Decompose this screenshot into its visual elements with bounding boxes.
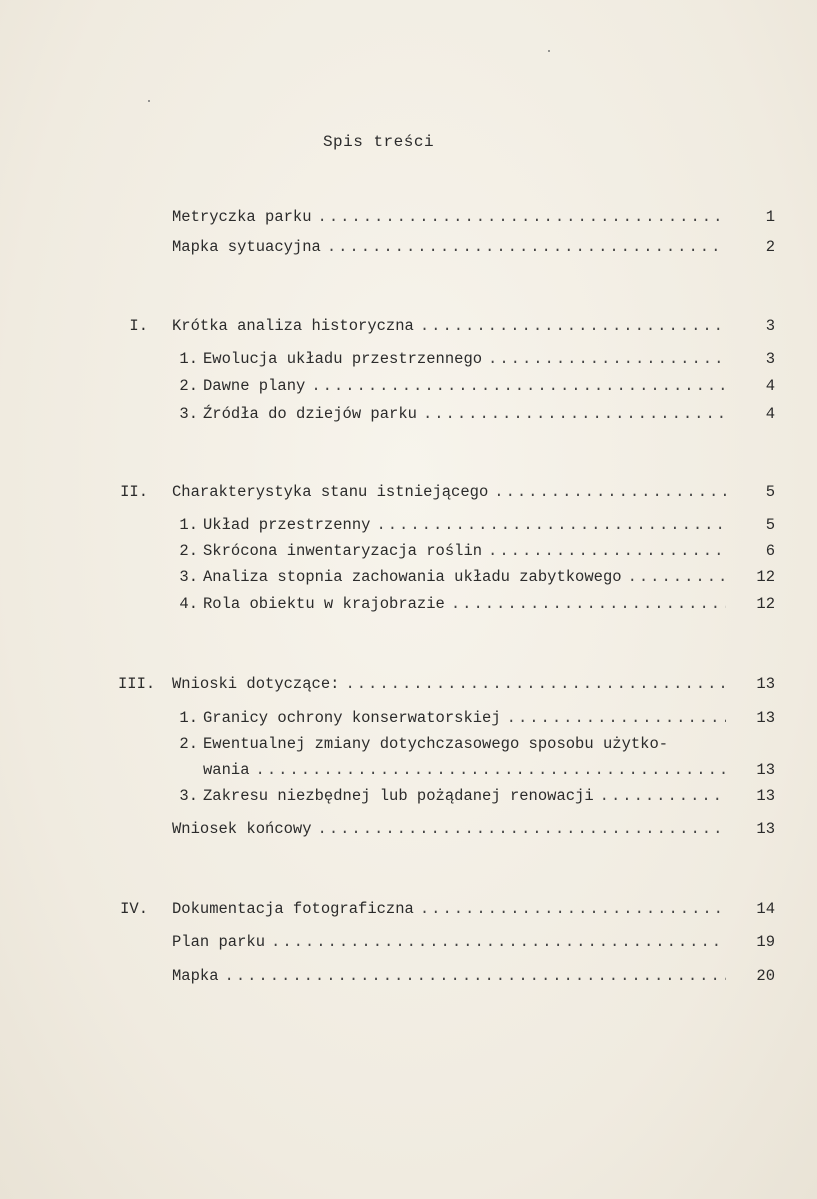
leader-dots (345, 673, 726, 695)
toc-item-label: Granicy ochrony konserwatorskiej (203, 709, 501, 727)
leader-dots (494, 481, 726, 503)
paper-speck (148, 100, 150, 102)
leader-dots (311, 375, 726, 397)
leader-dots (423, 403, 726, 425)
leader-dots (327, 236, 726, 258)
item-number: 3. (179, 405, 198, 423)
item-number: 2. (179, 377, 198, 395)
toc-item (203, 403, 732, 425)
item-number: 4. (179, 595, 198, 613)
toc-section (172, 673, 732, 695)
leader-dots (318, 818, 726, 840)
leader-dots (271, 931, 726, 953)
toc-section (172, 315, 732, 337)
toc-item-label: Ewolucja układu przestrzennego (203, 350, 483, 368)
leader-dots (628, 566, 726, 588)
toc-entry-page: 20 (756, 967, 775, 985)
toc-item-label: Skrócona inwentaryzacja roślin (203, 542, 483, 560)
toc-entry (172, 206, 732, 228)
toc-item-page: 5 (765, 516, 775, 534)
toc-item-page: 4 (765, 405, 775, 423)
toc-item (203, 566, 732, 588)
leader-dots (376, 514, 726, 536)
leader-dots (420, 898, 726, 920)
leader-dots (451, 593, 726, 615)
toc-entry (172, 818, 732, 840)
toc-entry-page: 1 (765, 208, 775, 226)
item-number: 3. (179, 787, 198, 805)
toc-item (203, 348, 732, 370)
toc-entry-page: 19 (756, 933, 775, 951)
leader-dots (318, 206, 726, 228)
toc-item-page: 13 (756, 709, 775, 727)
section-numeral: III. (118, 675, 156, 693)
toc-entry-label: Metryczka parku (172, 208, 312, 226)
toc-item-page: 6 (765, 542, 775, 560)
toc-item-page: 13 (756, 761, 775, 779)
toc-entry (172, 965, 732, 987)
toc-item-page: 4 (765, 377, 775, 395)
paper-speck (548, 50, 550, 52)
toc-item-page: 13 (756, 787, 775, 805)
toc-item-page: 3 (765, 350, 775, 368)
toc-item (203, 707, 732, 729)
item-number: 1. (179, 709, 198, 727)
toc-entry (172, 931, 732, 953)
toc-item (203, 785, 732, 807)
toc-item-label-continuation: wania (203, 761, 250, 779)
toc-section-label: Dokumentacja fotograficzna (172, 900, 414, 918)
toc-entry-page: 2 (765, 238, 775, 256)
toc-item-page: 12 (756, 568, 775, 586)
leader-dots (488, 348, 726, 370)
toc-item-page: 12 (756, 595, 775, 613)
toc-item (203, 593, 732, 615)
toc-section-page: 14 (756, 900, 775, 918)
item-number: 2. (179, 735, 198, 753)
toc-section (172, 481, 732, 503)
item-number: 2. (179, 542, 198, 560)
toc-item (203, 514, 732, 536)
toc-item-label: Dawne plany (203, 377, 306, 395)
item-number: 3. (179, 568, 198, 586)
toc-item (203, 540, 732, 562)
toc-item-label: Ewentualnej zmiany dotychczasowego sposobu użytko- (203, 735, 669, 753)
toc-item-label: Źródła do dziejów parku (203, 405, 417, 423)
section-numeral: I. (129, 317, 148, 335)
toc-section-label: Krótka analiza historyczna (172, 317, 414, 335)
toc-item-label: Układ przestrzenny (203, 516, 371, 534)
toc-item-label: Rola obiektu w krajobrazie (203, 595, 445, 613)
leader-dots (256, 759, 726, 781)
toc-section-page: 5 (765, 483, 775, 501)
item-number: 1. (179, 350, 198, 368)
leader-dots (507, 707, 726, 729)
toc-entry-label: Wniosek końcowy (172, 820, 312, 838)
leader-dots (225, 965, 726, 987)
item-number: 1. (179, 516, 198, 534)
toc-section-page: 3 (765, 317, 775, 335)
leader-dots (420, 315, 726, 337)
toc-item-label: Analiza stopnia zachowania układu zabytkowego (203, 568, 622, 586)
toc-entry-label: Plan parku (172, 933, 266, 951)
toc-item (203, 375, 732, 397)
page-title: Spis treści (322, 133, 435, 151)
toc-section-page: 13 (756, 675, 775, 693)
toc-entry-page: 13 (756, 820, 775, 838)
toc-entry (172, 236, 732, 258)
leader-dots (600, 785, 726, 807)
toc-item-continuation (203, 759, 732, 781)
toc-section-label: Wnioski dotyczące: (172, 675, 340, 693)
leader-dots (488, 540, 726, 562)
toc-section-label: Charakterystyka stanu istniejącego (172, 483, 489, 501)
toc-entry-label: Mapka sytuacyjna (172, 238, 321, 256)
toc-section (172, 898, 732, 920)
toc-entry-label: Mapka (172, 967, 219, 985)
section-numeral: II. (120, 483, 148, 501)
toc-item-label: Zakresu niezbędnej lub pożądanej renowacji (203, 787, 594, 805)
section-numeral: IV. (120, 900, 148, 918)
